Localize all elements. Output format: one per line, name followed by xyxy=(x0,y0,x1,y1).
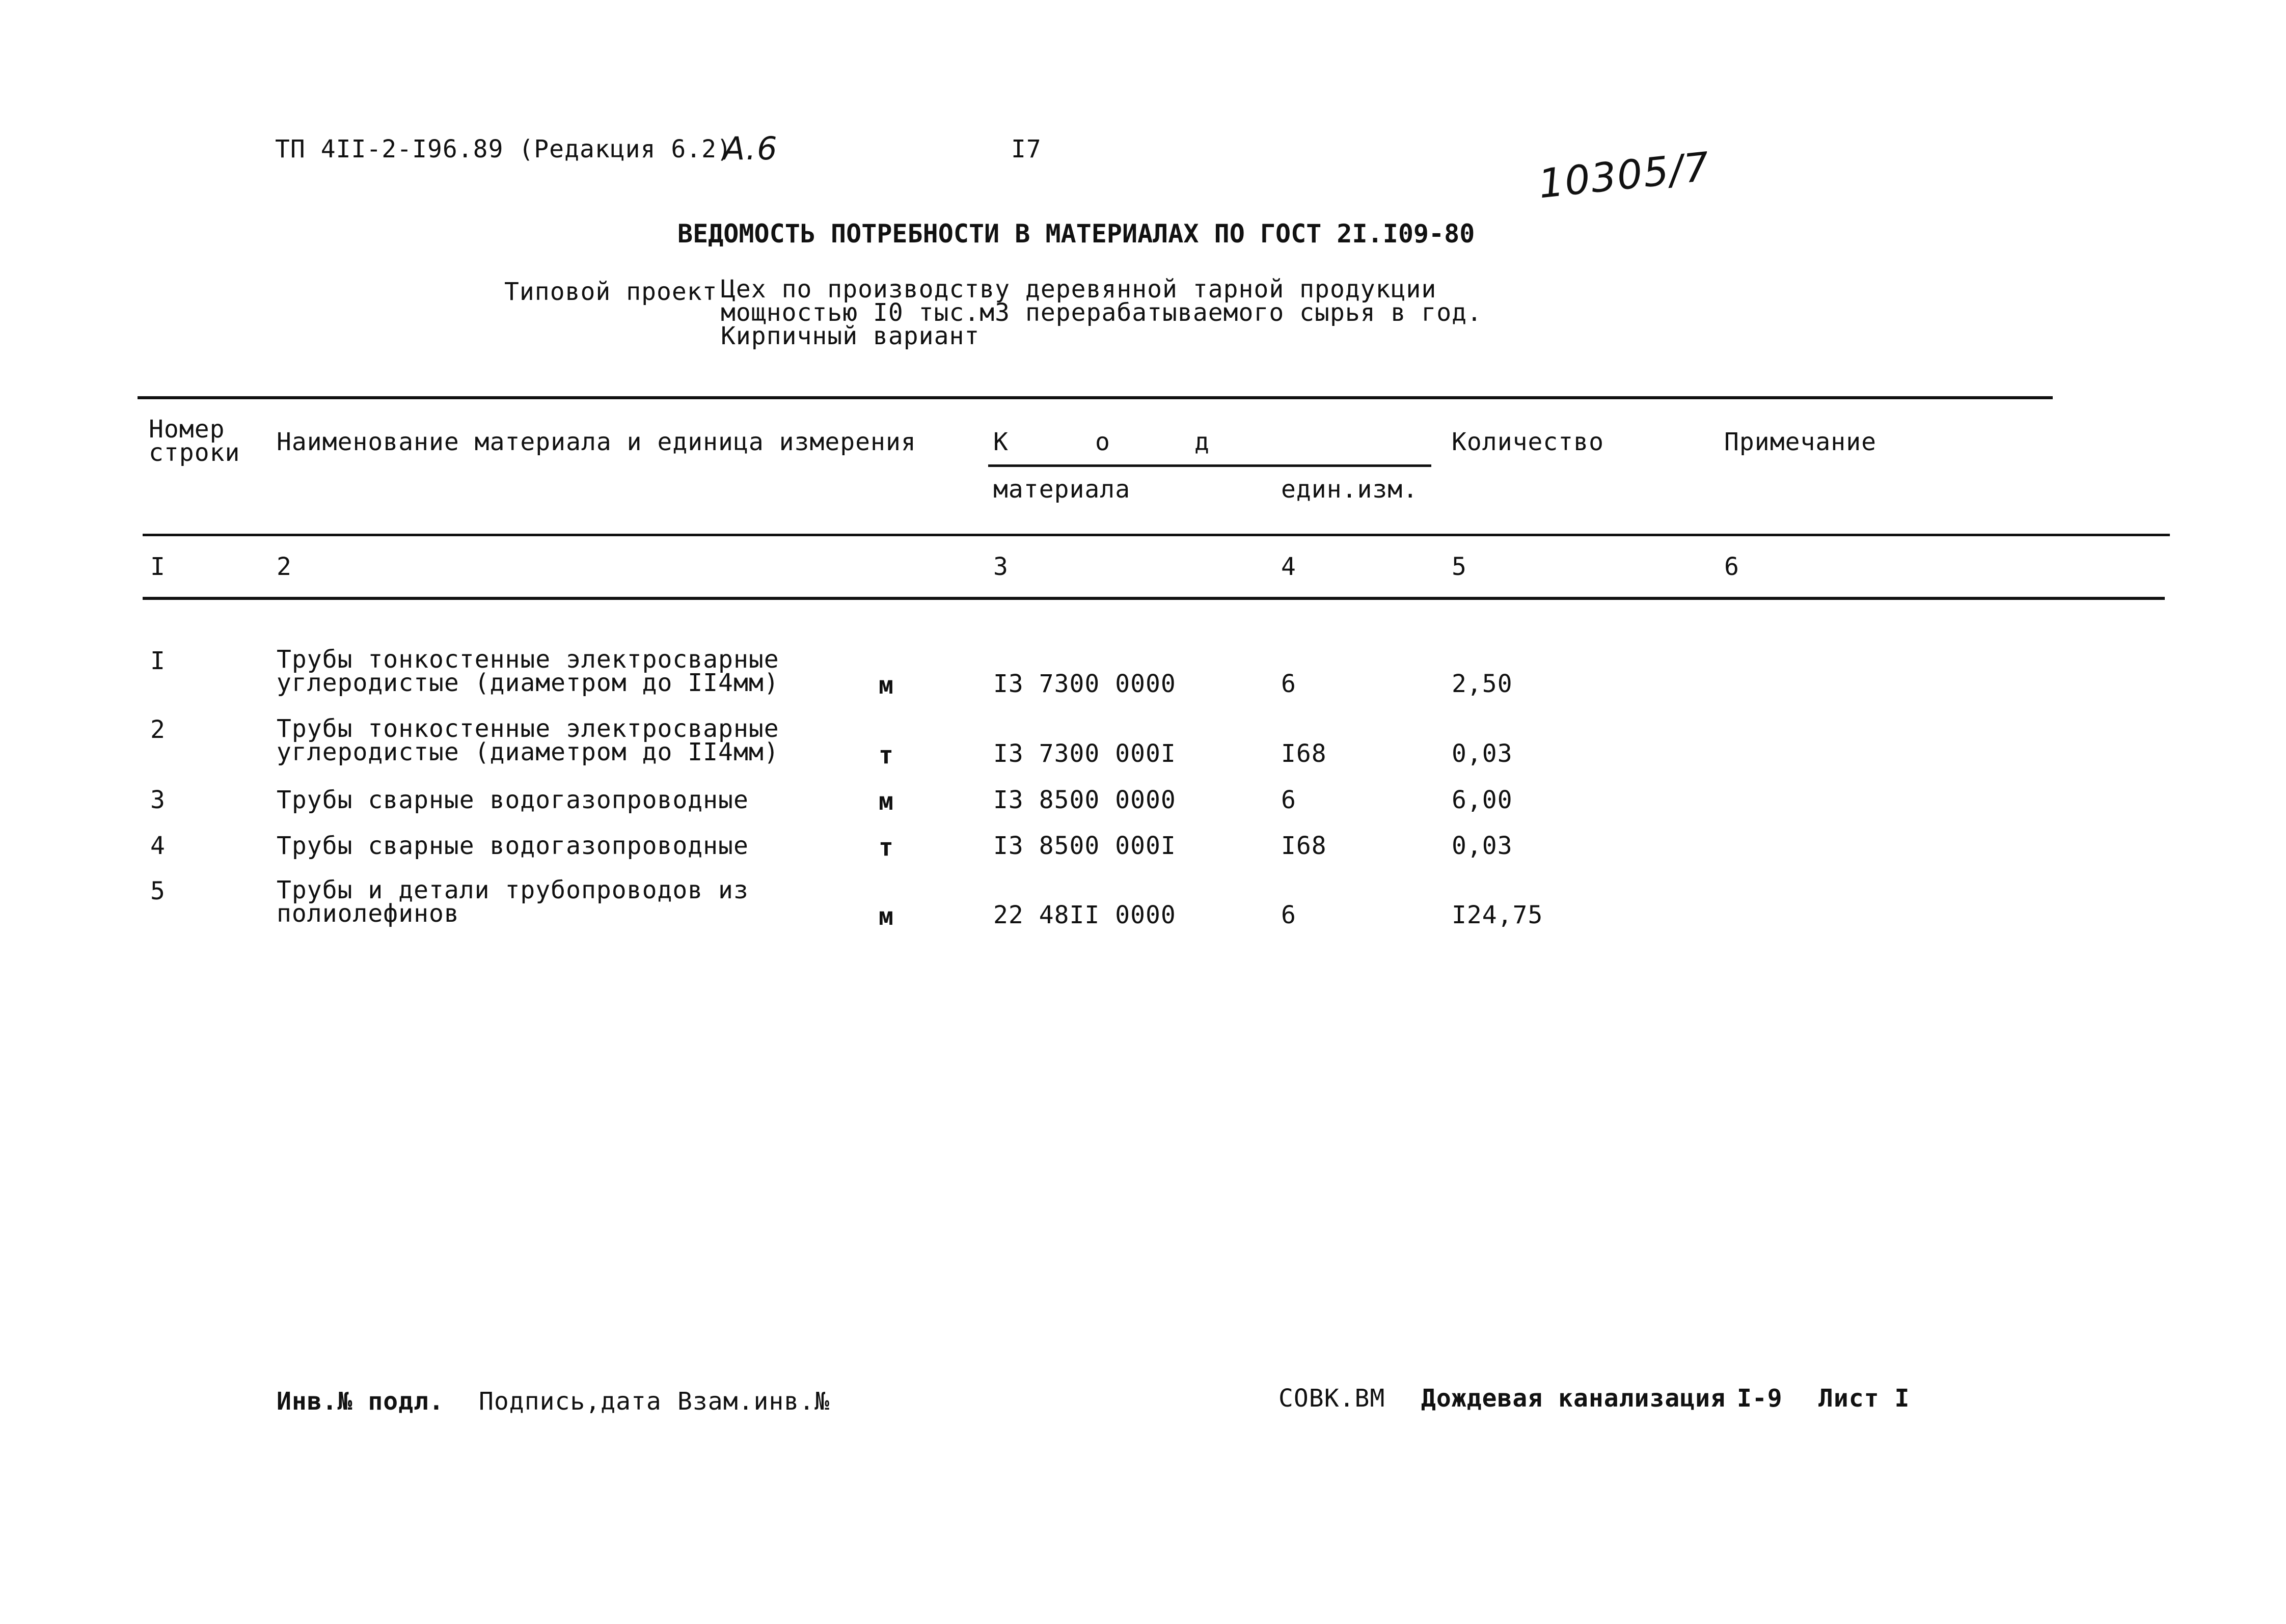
column-number-5: 5 xyxy=(1452,553,1467,581)
material-name: Трубы сварные водогазопроводные xyxy=(277,832,749,860)
material-name: Трубы сварные водогазопроводные xyxy=(277,786,749,814)
material-code: I3 7300 000I xyxy=(993,739,1176,768)
header-name: Наименование материала и единица измерения xyxy=(277,428,916,456)
project-label: Типовой проект xyxy=(504,278,718,306)
unit: м xyxy=(879,671,894,700)
project-description xyxy=(721,275,1482,350)
quantity: 2,50 xyxy=(1452,670,1513,698)
footer-inv-label: Инв.№ подл. xyxy=(277,1387,444,1416)
material-name: Трубы тонкостенные электросварные углеродистые (диаметром до II4мм) xyxy=(277,645,779,697)
unit: м xyxy=(879,902,894,931)
page-title: ВЕДОМОСТЬ ПОТРЕБНОСТИ В МАТЕРИАЛАХ ПО ГОСТ 2I.I09-80 xyxy=(677,219,1475,249)
footer-system-name: Дождевая канализация xyxy=(1421,1384,1726,1413)
header-row-number: Номер строки xyxy=(149,415,240,467)
header-code-d: д xyxy=(1194,428,1210,456)
quantity: 6,00 xyxy=(1452,786,1513,814)
header-code-unit: един.изм. xyxy=(1281,475,1419,504)
unit-code: I68 xyxy=(1281,832,1327,860)
header-code-material: материала xyxy=(993,475,1131,504)
column-number-3: 3 xyxy=(993,553,1009,581)
header-code-k: К xyxy=(993,428,1009,456)
quantity: I24,75 xyxy=(1452,901,1543,929)
material-name: Трубы и детали трубопроводов из полиолефинов xyxy=(277,876,749,928)
material-code: I3 8500 000I xyxy=(993,832,1176,860)
column-number-6: 6 xyxy=(1724,553,1739,581)
project-line-2: мощностью I0 тыс.м3 перерабатываемого сырья в год. xyxy=(721,298,1482,327)
column-number-1: I xyxy=(150,553,166,581)
material-code: I3 7300 0000 xyxy=(993,670,1176,698)
row-number: 4 xyxy=(150,832,166,860)
footer-sign-label: Подпись,дата xyxy=(479,1387,662,1416)
header-quantity: Количество xyxy=(1452,428,1604,456)
material-name: Трубы тонкостенные электросварные углеродистые (диаметром до II4мм) xyxy=(277,714,779,766)
row-number: 3 xyxy=(150,786,166,814)
page-number: I7 xyxy=(1011,135,1042,163)
column-numbers-rule xyxy=(143,597,2165,600)
project-line-1: Цех по производству деревянной тарной продукции xyxy=(721,275,1437,304)
unit: т xyxy=(879,741,894,769)
material-code: I3 8500 0000 xyxy=(993,786,1176,814)
code-group-rule xyxy=(988,464,1431,467)
material-code: 22 48II 0000 xyxy=(993,901,1176,929)
quantity: 0,03 xyxy=(1452,739,1513,768)
row-number: I xyxy=(150,647,166,675)
footer-doc-mark: СОВК.ВМ xyxy=(1278,1384,1385,1413)
album-mark: А.6 xyxy=(723,130,778,167)
column-number-4: 4 xyxy=(1281,553,1296,581)
footer-vzam-label: Взам.инв.№ xyxy=(677,1387,830,1416)
header-code-o: о xyxy=(1095,428,1110,456)
unit-code: 6 xyxy=(1281,786,1296,814)
unit-code: 6 xyxy=(1281,901,1296,929)
unit: м xyxy=(879,787,894,816)
table-top-rule xyxy=(138,396,2053,399)
unit: т xyxy=(879,833,894,862)
unit-code: 6 xyxy=(1281,670,1296,698)
header-bottom-rule xyxy=(143,534,2170,536)
unit-code: I68 xyxy=(1281,739,1327,768)
handwritten-number: 10305/7 xyxy=(1536,144,1712,208)
footer-range: I-9 xyxy=(1737,1384,1783,1413)
header-note: Примечание xyxy=(1724,428,1876,456)
row-number: 5 xyxy=(150,877,166,905)
row-number: 2 xyxy=(150,715,166,744)
quantity: 0,03 xyxy=(1452,832,1513,860)
doc-code: ТП 4II-2-I96.89 (Редакция 6.2) xyxy=(275,135,732,163)
column-number-2: 2 xyxy=(277,553,292,581)
project-line-3: Кирпичный вариант xyxy=(721,322,980,350)
footer-sheet: Лист I xyxy=(1818,1384,1910,1413)
